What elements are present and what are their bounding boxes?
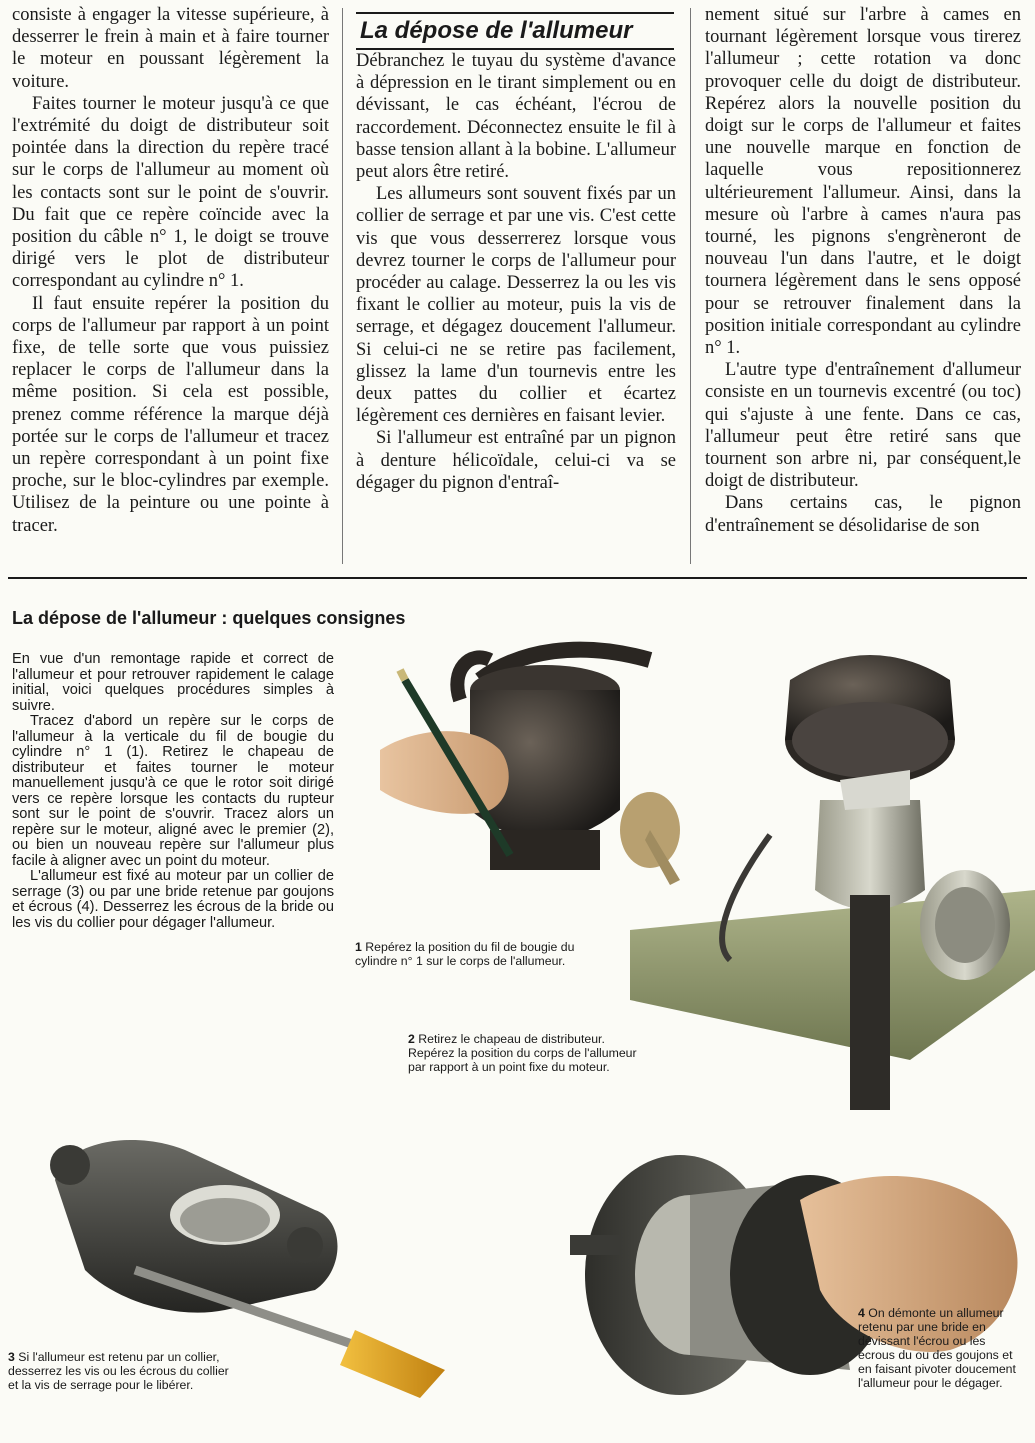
- caption-text: Repérez la position du fil de bougie du cylindre n° 1 sur le corps de l'allumeur.: [355, 940, 575, 968]
- caption-text: On démonte un allumeur retenu par une bride en dévissant l'écrou ou les écrous du ou des goujons et en faisant pivoter doucement l'allumeur pour le dégager.: [858, 1306, 1016, 1390]
- paragraph: Si l'allumeur est entraîné par un pignon à denture hélicoïdale, celui-ci va se dégager du pignon d'entraî-: [356, 428, 676, 493]
- caption-2: [408, 1032, 648, 1074]
- caption-number: 2: [408, 1032, 415, 1046]
- paragraph: Tracez d'abord un repère sur le corps de l'allumeur à la verticale du fil de bougie du cylindre n° 1 (1). Retirez le chapeau de distributeur et faites tourner le moteur manuellement jusqu'à ce que le rotor soit dirigé vers ce repère lorsque les contacts du rupteur sont sur le point de s'ouvrir. Tracez alors un repère sur le moteur, aligné avec le premier (2), ou bien un nouveau repère sur l'allumeur plus facile à aligner avec un point du moteur.: [12, 713, 334, 869]
- caption-text: Si l'allumeur est retenu par un collier, desserrez les vis ou les écrous du collier et la vis de serrage pour le libérer.: [8, 1350, 229, 1392]
- paragraph: nement situé sur l'arbre à cames en tournant légèrement lorsque vous tirerez l'allumeur ; cette rotation va donc provoquer celle du doigt de distributeur. Repérez alors la nouvelle position du doigt sur le corps de l'allumeur et faites une nouvelle marque en fonction de laquelle vous repositionnerez ultérieurement l'allumeur. Ainsi, dans la mesure où l'arbre à cames n'aura pas tourné, les pignons s'engrèneront de nouveau l'un dans l'autre, et le doigt tournera légèrement dans le sens opposé pour se retrouver finalement dans la position initiale correspondant au cylindre n° 1.: [705, 5, 1021, 359]
- paragraph: consiste à engager la vitesse supérieure, à desserrer le frein à main et à faire tourner le moteur en poussant légèrement la voiture.: [12, 5, 329, 92]
- box-text: [12, 652, 334, 931]
- section-divider: [8, 577, 1027, 579]
- column-divider: [342, 8, 343, 564]
- paragraph: Faites tourner le moteur jusqu'à ce que l'extrémité du doigt de distributeur soit pointée dans la direction du repère tracé sur le corps de l'allumeur au moment où les contacts sont sur le point de s'ouvrir. Du fait que ce repère coïncide avec la position du câble n° 1, le doigt se trouve dirigé vers le plot de distributeur correspondant au cylindre n° 1.: [12, 93, 329, 292]
- paragraph: Dans certains cas, le pignon d'entraînement se désolidarise de son: [705, 493, 1021, 536]
- caption-number: 3: [8, 1350, 15, 1364]
- paragraph: En vue d'un remontage rapide et correct de l'allumeur et pour retrouver rapidement le calage initial, voici quelques procédures simples à suivre.: [12, 651, 334, 714]
- caption-number: 1: [355, 940, 362, 954]
- paragraph: Il faut ensuite repérer la position du corps de l'allumeur par rapport à un point fixe, de telle sorte que vous puissiez replacer le corps de l'allumeur dans la même position. Si cela est possible, prenez comme référence la marque déjà portée sur le corps de l'allumeur et tracez un repère correspondant à un point fixe proche, sur le bloc-cylindres par exemple. Utilisez de la peinture ou une pointe à tracer.: [12, 293, 329, 536]
- article-column-3: [705, 4, 1021, 537]
- paragraph: L'autre type d'entraînement d'allumeur consiste en un tournevis excentré (ou toc) qui s'ajuste à une fente. Dans ce cas, l'allumeur peut être retiré sans que tournent son arbre ni, par conséquent,le doigt de distributeur.: [705, 360, 1021, 492]
- article-column-1: [12, 4, 329, 537]
- caption-4: [858, 1306, 1018, 1390]
- paragraph: Débranchez le tuyau du système d'avance à dépression en le tirant simplement ou en dévissant, le cas échéant, l'écrou de raccordement. Déconnectez ensuite le fil à basse tension allant à la bobine. L'allumeur peut alors être retiré.: [356, 51, 676, 183]
- paragraph: L'allumeur est fixé au moteur par un collier de serrage (3) ou par une bride retenue par goujons et écrous (4). Desserrez les écrous de la bride ou les vis du collier pour dégager l'allumeur.: [12, 868, 334, 931]
- column-divider: [690, 8, 691, 564]
- paragraph: Les allumeurs sont souvent fixés par un collier de serrage et par une vis. C'est cette vis que vous desserrerez lorsque vous devrez tourner le corps de l'allumeur pour procéder au calage. Desserrez la ou les vis fixant le collier au moteur, puis la vis de serrage, et dégagez doucement l'allumeur. Si celui-ci ne se retire pas facilement, glissez la lame d'un tournevis entre les deux pattes du collier et écartez légèrement ces dernières en faisant levier.: [356, 184, 676, 427]
- screwdriver-handle: [340, 1330, 445, 1398]
- article-column-2: [356, 50, 676, 494]
- section-heading-text: La dépose de l'allumeur: [360, 17, 633, 44]
- caption-1: [355, 940, 585, 968]
- caption-3: [8, 1350, 240, 1392]
- distributor-body: [815, 800, 925, 910]
- caption-number: 4: [858, 1306, 865, 1320]
- box-title: La dépose de l'allumeur : quelques consignes: [12, 608, 406, 628]
- caption-text: Retirez le chapeau de distributeur. Repérez la position du corps de l'allumeur par rapport à un point fixe du moteur.: [408, 1032, 637, 1074]
- section-heading: [356, 12, 674, 50]
